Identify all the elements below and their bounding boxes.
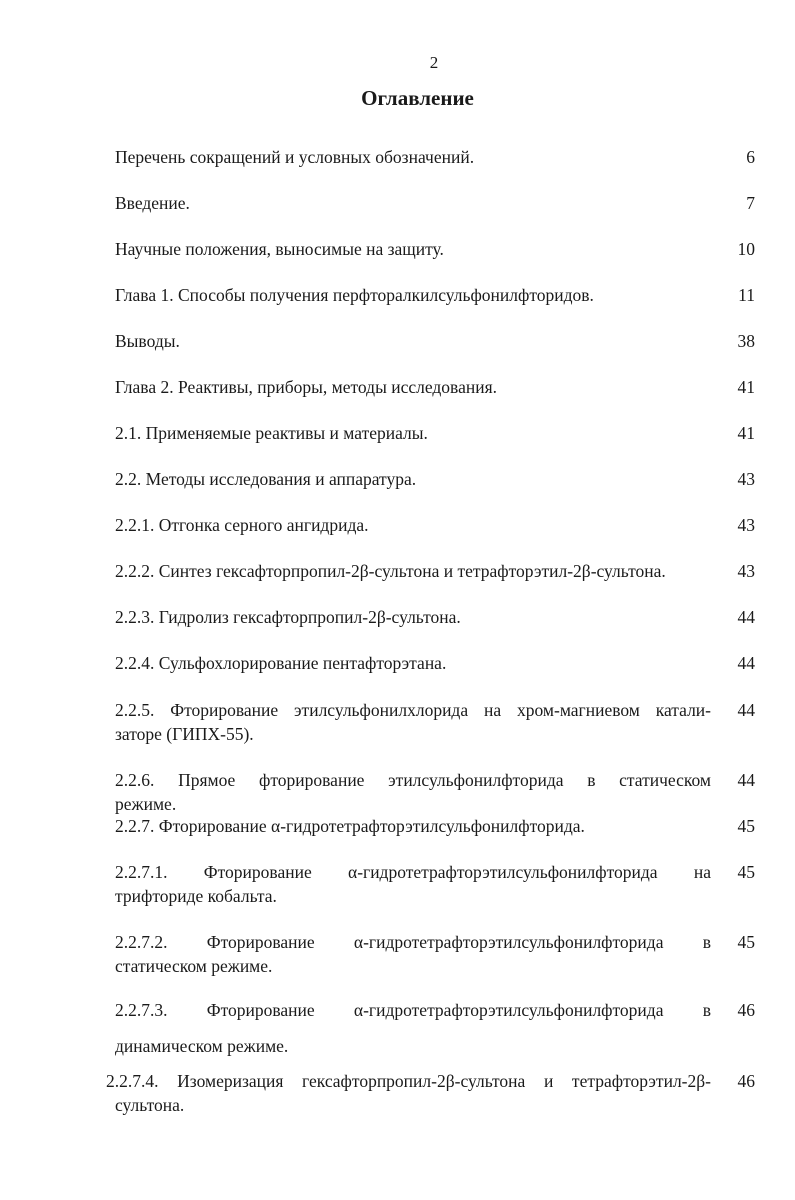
toc-entry	[115, 814, 755, 838]
toc-entry-page: 6	[746, 147, 755, 167]
toc-entry-text	[115, 860, 711, 908]
toc-entry	[115, 237, 755, 261]
toc-entry-line-1: 2.2.7.2. Фторирование α-гидротетрафторэтилсульфонилфторида в	[115, 932, 711, 952]
toc-entry-page: 43	[737, 515, 755, 535]
toc-entry-page: 46	[737, 1071, 755, 1091]
toc-entry-line-2: статическом режиме.	[115, 956, 273, 976]
toc-entry	[115, 698, 755, 746]
toc-entry-text: 2.2.2. Синтез гексафторпропил-2β-сультона и тетрафторэтил-2β-сультона.	[115, 561, 666, 581]
page-title: Оглавление	[361, 86, 474, 110]
toc-entry	[115, 930, 755, 978]
toc-entry-page: 44	[737, 770, 755, 790]
toc-entry-line-1: 2.2.7.3. Фторирование α-гидротетрафторэтилсульфонилфторида в	[115, 1000, 711, 1020]
toc-entry	[115, 513, 755, 537]
toc-entry-text	[106, 1069, 711, 1117]
toc-entry	[115, 998, 755, 1058]
toc-entry	[115, 605, 755, 629]
toc-entry	[106, 1069, 755, 1117]
toc-entry-text	[115, 998, 711, 1058]
toc-entry-line-2: сультона.	[115, 1095, 185, 1115]
toc-entry	[115, 145, 755, 169]
toc-entry-page: 45	[737, 862, 755, 882]
toc-entry-page: 43	[737, 561, 755, 581]
toc-entry-line-1: 2.2.6. Прямое фторирование этилсульфонилфторида в статическом	[115, 770, 711, 790]
toc-entry-text: 2.2. Методы исследования и аппаратура.	[115, 469, 417, 489]
toc-entry-line-2: динамическом режиме.	[115, 1036, 289, 1056]
toc-entry-page: 41	[737, 377, 755, 397]
toc-entry-page: 44	[737, 607, 755, 627]
toc-entry-page: 45	[737, 932, 755, 952]
toc-entry-page: 11	[738, 285, 755, 305]
toc-entry-page: 44	[737, 653, 755, 673]
toc-entry-text	[115, 698, 711, 746]
toc-entry-line-1: 2.2.7.4. Изомеризация гексафторпропил-2β-сультона и тетрафторэтил-2β-	[106, 1071, 711, 1091]
toc-entry-text	[115, 768, 711, 816]
toc-entry-text: Глава 2. Реактивы, приборы, методы исследования.	[115, 377, 497, 397]
toc-entry-line-2: заторе (ГИПХ-55).	[115, 724, 254, 744]
toc-entry-page: 10	[737, 239, 755, 259]
toc-entry	[115, 421, 755, 445]
toc-entry-page: 46	[737, 1000, 755, 1020]
toc-entry-page: 44	[737, 700, 755, 720]
toc-entry	[115, 467, 755, 491]
toc-entry-line-1: 2.2.5. Фторирование этилсульфонилхлорида на хром-магниевом катали-	[115, 700, 711, 720]
toc-entry-text: Выводы.	[115, 331, 180, 351]
toc-entry	[115, 283, 755, 307]
toc-entry-page: 7	[746, 193, 755, 213]
toc-entry-text: Перечень сокращений и условных обозначений.	[115, 147, 475, 167]
toc-entry-text: 2.2.7. Фторирование α-гидротетрафторэтилсульфонилфторида.	[115, 816, 585, 836]
toc-entry-text: Глава 1. Способы получения перфторалкилсульфонилфторидов.	[115, 285, 594, 305]
toc-entry	[115, 860, 755, 908]
toc-entry-line-2: трифториде кобальта.	[115, 886, 277, 906]
toc-entry	[115, 375, 755, 399]
toc-entry-page: 41	[737, 423, 755, 443]
toc-entry-page: 43	[737, 469, 755, 489]
toc-entry	[115, 559, 755, 583]
toc-entry	[115, 651, 755, 675]
toc-entry-text: 2.1. Применяемые реактивы и материалы.	[115, 423, 428, 443]
toc-entry-line-2: режиме.	[115, 794, 177, 814]
toc-entry-line-1: 2.2.7.1. Фторирование α-гидротетрафторэтилсульфонилфторида на	[115, 862, 711, 882]
page-number: 2	[429, 53, 439, 72]
toc-entry-page: 38	[737, 331, 755, 351]
toc-entry	[115, 768, 755, 816]
toc-entry-page: 45	[737, 816, 755, 836]
toc-entry-text: Научные положения, выносимые на защиту.	[115, 239, 444, 259]
toc-entry-text: 2.2.4. Сульфохлорирование пентафторэтана.	[115, 653, 447, 673]
toc-entry	[115, 191, 755, 215]
toc-entry	[115, 329, 755, 353]
toc-entry-text: 2.2.1. Отгонка серного ангидрида.	[115, 515, 369, 535]
toc-entry-text: 2.2.3. Гидролиз гексафторпропил-2β-сультона.	[115, 607, 461, 627]
toc-entry-text: Введение.	[115, 193, 190, 213]
toc-entry-text	[115, 930, 711, 978]
